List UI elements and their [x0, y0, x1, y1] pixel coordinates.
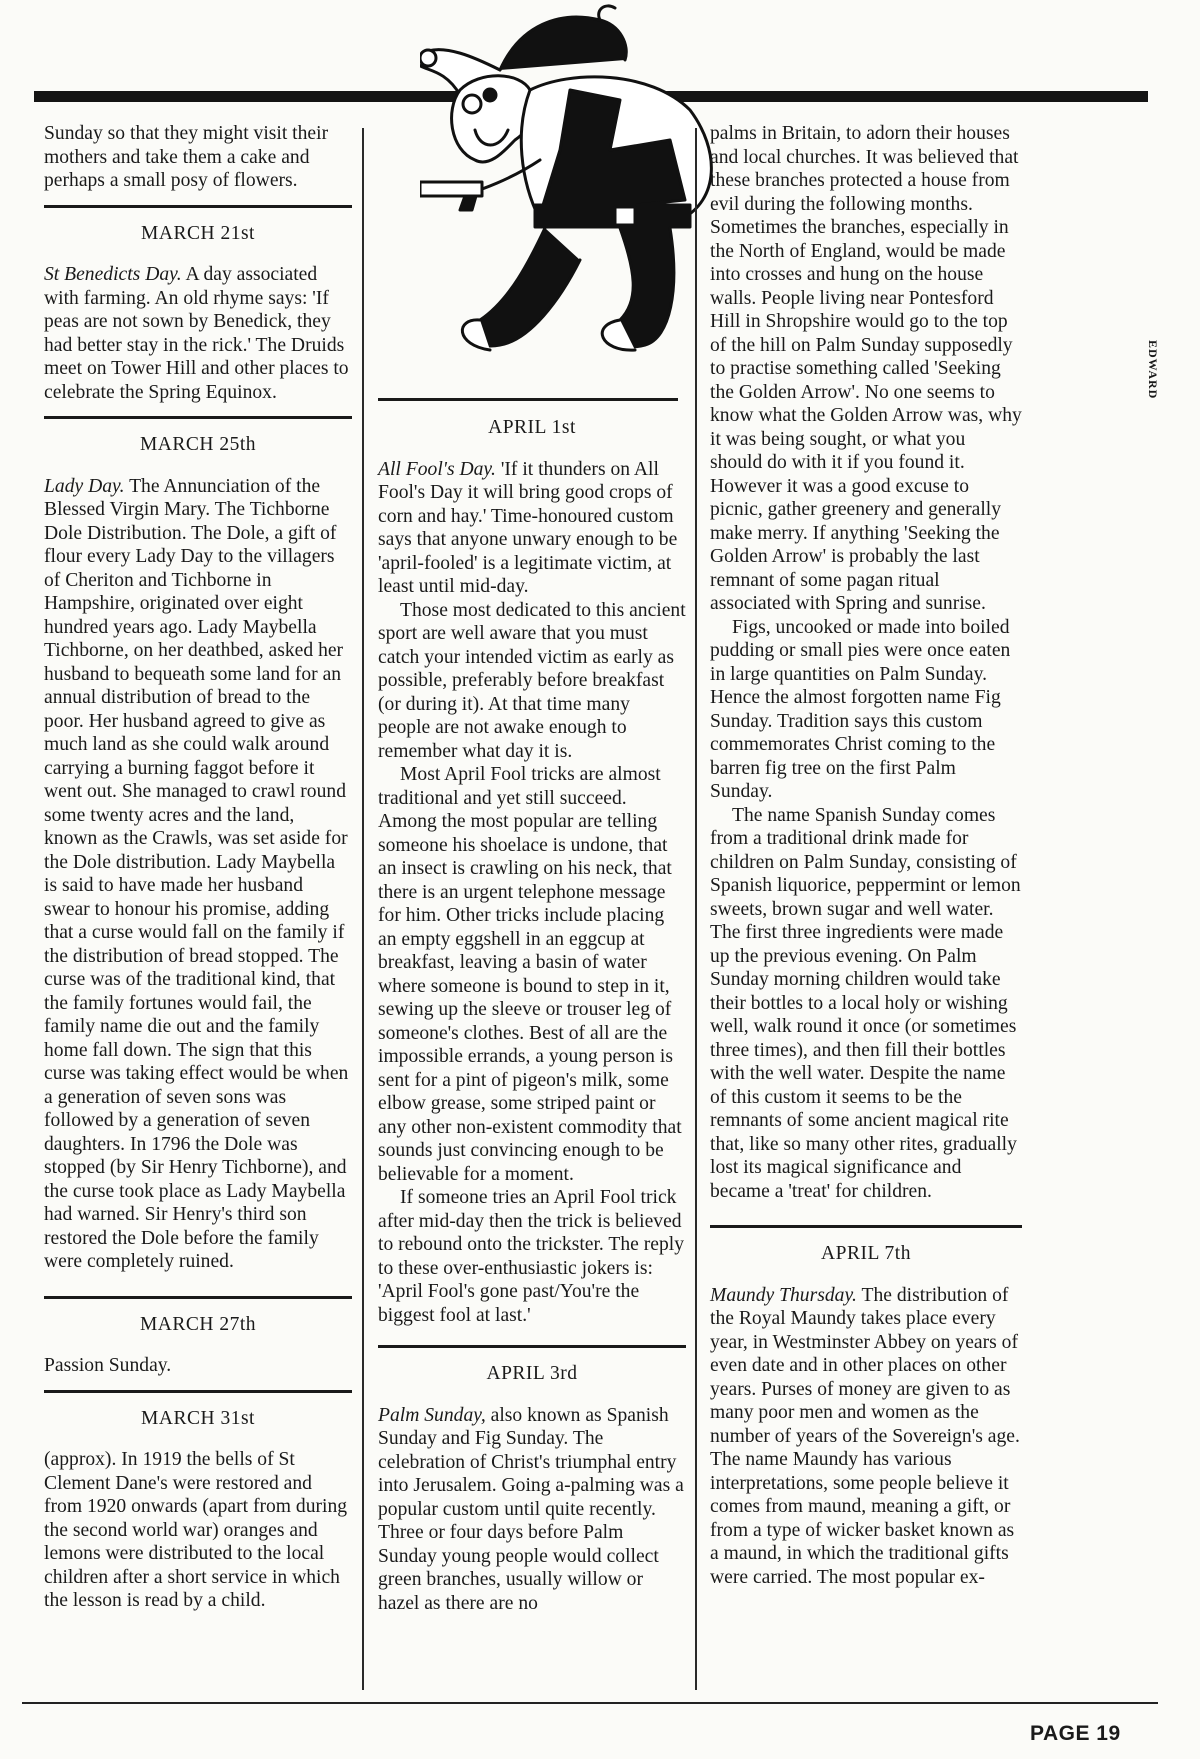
- entry-title: Palm Sunday,: [378, 1404, 486, 1426]
- column-middle: [378, 412, 686, 1615]
- march-25-entry: [44, 475, 352, 1274]
- entry-text: The distribution of the Royal Maundy takes place every year, in Westminster Abbey on years of even date and in other places on other years. Purses of money are given to as many poor men and women as the number of years of the Sovereign's age. The name Maundy has various interpretations, some people believe it comes from maund, meaning a gift, or from a type of wicker basket known as a maund, in which the traditional gifts were carried. The most popular ex-: [710, 1284, 1020, 1588]
- date-heading-april-1: APRIL 1st: [488, 417, 576, 438]
- section-rule: [44, 416, 352, 419]
- april-7-entry: [710, 1284, 1022, 1590]
- date-heading-march-25: MARCH 25th: [139, 434, 257, 455]
- section-rule: [44, 1390, 352, 1393]
- page-number: PAGE 19: [1030, 1722, 1121, 1745]
- column-divider-1: [362, 128, 364, 1690]
- entry-title: Maundy Thursday.: [710, 1284, 857, 1306]
- entry-text: also known as Spanish Sunday and Fig Sunday. The celebration of Christ's triumphal entry into Jerusalem. Going a-palming was a popular custom until quite recently. Three or four days before Palm Sunday young people would collect green branches, usually willow or hazel as there are no: [378, 1404, 684, 1614]
- column-right: [710, 122, 1022, 1589]
- date-heading-march-27: MARCH 27th: [139, 1313, 257, 1335]
- date-heading-march-21: MARCH 21st: [141, 222, 255, 244]
- entry-title: All Fool's Day.: [378, 458, 496, 480]
- section-rule: [378, 1345, 686, 1348]
- section-rule: [378, 398, 678, 401]
- intro-paragraph: Sunday so that they might visit their mothers and take them a cake and perhaps a small posy of flowers.: [44, 123, 329, 191]
- march-21-entry: [44, 263, 352, 404]
- section-rule: [44, 1296, 352, 1299]
- entry-title: St Benedicts Day.: [44, 264, 182, 285]
- entry-text: A day associated with farming. An old rhyme says: 'If peas are not sown by Benedick, they had better stay in the rick.' The Druids meet on Tower Hill and other places to celebrate the Spring Equinox.: [44, 264, 349, 403]
- section-rule: [710, 1225, 1022, 1228]
- entry-text: 'If it thunders on All Fool's Day it will bring good crops of corn and hay.' Time-honoured custom says that anyone unwary enough to be 'april-fooled' is a legitimate victim, at least until mid-day.: [378, 458, 678, 597]
- spanish-sunday-paragraph: The name Spanish Sunday comes from a traditional drink made for children on Palm Sunday, consisting of Spanish liquorice, peppermint or lemon sweets, brown sugar and well water. The first three ingredients were made up the previous evening. On Palm Sunday morning children would take their bottles to a local holy or wishing well, walk round it once (or sometimes three times), and then fill their bottles with the well water. Despite the name of this custom it seems to be the remnants of some ancient magical rite that, like so many other rites, gradually lost its magical significance and became a 'treat' for children.: [710, 804, 1021, 1202]
- footer-rule: [22, 1702, 1158, 1704]
- section-rule: [44, 205, 352, 208]
- palm-sunday-continued: palms in Britain, to adorn their houses and local churches. It was believed that these branches protected a house from evil during the following months. Sometimes the branches, especially in the North of England, would be made into crosses and hung on the house walls. People living near Pontesford Hill in Shropshire would go to the top of the hill on Palm Sunday supposedly to practise something called 'Seeking the Golden Arrow'. No one seems to know what the Golden Arrow was, why it was being sought, or what you should do with it if you found it. However it was a good excuse to picnic, gather greenery and generally make merry. If anything 'Seeking the Golden Arrow' is probably the last remnant of some pagan ritual associated with Spring and sunrise.: [710, 123, 1022, 614]
- jester-cartoon-illustration: [420, 0, 740, 410]
- april-3-entry: [378, 1404, 686, 1616]
- date-heading-april-3: APRIL 3rd: [486, 1363, 578, 1384]
- april-1-paragraph-2: Those most dedicated to this ancient sport are well aware that you must catch your intended victim as early as possible, preferably before breakfast (or during it). At that time many people are not awake enough to remember what day it is.: [378, 599, 686, 762]
- entry-text: The Annunciation of the Blessed Virgin Mary. The Tichborne Dole Distribution. The Dole, a gift of flour every Lady Day to the villagers of Cheriton and Tichborne in Hampshire, originated over eight hundred years ago. Lady Maybella Tichborne, on her deathbed, asked her husband to bequeath some land for an annual distribution of bread to the poor. Her husband agreed to give as much land as she could walk around carrying a burning faggot before it went out. She managed to crawl round some twenty acres and the land, known as the Crawls, was set aside for the Dole distribution. Lady Maybella is said to have made her husband swear to honour his promise, adding that a curse would fall on the family if the distribution of bread stopped. The curse was of the traditional kind, that the family fortunes would fail, the family name die out and the family home fall down. The sign that this curse was taking effect would be when a generation of seven sons was followed by a generation of seven daughters. In 1796 the Dole was stopped (by Sir Henry Tichborne), and the curse took place as Lady Maybella had warned. Sir Henry's third son restored the Dole before the family were completely ruined.: [44, 475, 349, 1272]
- fig-sunday-paragraph: Figs, uncooked or made into boiled pudding or small pies were once eaten in large quantities on Palm Sunday. Hence the almost forgotten name Fig Sunday. Tradition says this custom commemorates Christ coming to the barren fig tree on the first Palm Sunday.: [710, 616, 1011, 802]
- april-1-entry: [378, 458, 686, 599]
- entry-title: Lady Day.: [44, 475, 125, 497]
- date-heading-april-7: APRIL 7th: [821, 1243, 911, 1264]
- march-31-entry: (approx). In 1919 the bells of St Clement Dane's were restored and from 1920 onwards (apart from during the second world war) oranges and lemons were distributed to the local children after a short service in which the lesson is read by a child.: [44, 1449, 348, 1611]
- march-27-entry: Passion Sunday.: [44, 1355, 172, 1376]
- column-left: [44, 122, 352, 1613]
- date-heading-march-31: MARCH 31st: [141, 1407, 255, 1429]
- april-1-paragraph-4: If someone tries an April Fool trick after mid-day then the trick is believed to rebound onto the trickster. The reply to these over-enthusiastic jokers is: 'April Fool's gone past/You're the biggest fool at last.': [378, 1187, 684, 1326]
- april-1-paragraph-3: Most April Fool tricks are almost traditional and yet still succeed. Among the most popular are telling someone his shoelace is undone, that an insect is crawling on his neck, that there is an urgent telephone message for him. Other tricks include placing an empty eggshell in an eggcup at breakfast, leaving a basin of water where someone is bound to step in it, sewing up the sleeve or trouser leg of someone's clothes. Best of all are the impossible errands, a young person is sent for a pint of pigeon's milk, some elbow grease, some striped paint or any other non-existent commodity that sounds just convincing enough to be believable for a moment.: [378, 764, 682, 1185]
- column-divider-2: [695, 128, 697, 1690]
- artist-signature: EDWARD: [1146, 340, 1160, 400]
